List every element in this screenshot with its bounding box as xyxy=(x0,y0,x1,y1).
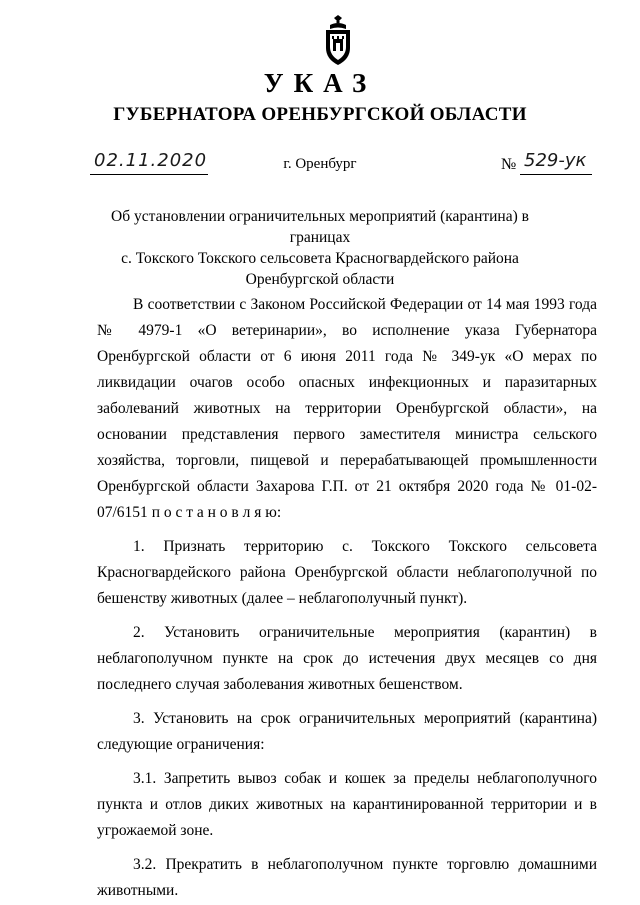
clause-2: 2. Установить ограничительные мероприятия (карантин) в неблагополучном пункте на срок до истечения двух месяцев со дня последнего случая заболевания животных бешенством. xyxy=(97,624,597,693)
preamble-paragraph xyxy=(97,292,597,526)
date-underline xyxy=(90,174,208,175)
document-issuer: ГУБЕРНАТОРА ОРЕНБУРГСКОЙ ОБЛАСТИ xyxy=(113,104,527,125)
decree-verb: п о с т а н о в л я ю: xyxy=(151,504,282,521)
decree-body xyxy=(97,292,597,904)
decree-date: 02.11.2020 xyxy=(94,150,208,171)
number-underline xyxy=(520,174,592,175)
decree-number: 529-ук xyxy=(524,150,587,171)
subject-line-1: Об установлении ограничительных мероприятий (карантина) в границах xyxy=(111,208,529,246)
clause-3: 3. Установить на срок ограничительных мероприятий (карантина) следующие ограничения: xyxy=(97,710,597,753)
clause-1: 1. Признать территорию с. Токского Токского сельсовета Красногвардейского района Оренбургской области неблагополучной по бешенству животных (далее – неблагополучный пункт). xyxy=(97,538,597,607)
clause-3-2: 3.2. Прекратить в неблагополучном пункте торговлю домашними животными. xyxy=(97,856,597,899)
coat-of-arms-emblem xyxy=(324,14,352,66)
decree-city: г. Оренбург xyxy=(283,156,357,172)
document-meta-row xyxy=(0,150,640,180)
decree-subject xyxy=(80,206,560,290)
number-sign: № xyxy=(501,156,517,173)
clause-3-1: 3.1. Запретить вывоз собак и кошек за пределы неблагополучного пункта и отлов диких животных на карантинированной территории и в угрожаемой зоне. xyxy=(97,770,597,839)
subject-line-2: с. Токского Токского сельсовета Красногвардейского района xyxy=(121,250,519,267)
subject-line-3: Оренбургской области xyxy=(245,271,395,288)
preamble-text: В соответствии с Законом Российской Федерации от 14 мая 1993 года № 4979-1 «О ветеринарии», во исполнение указа Губернатора Оренбургской области от 6 июня 2011 года № 349-ук «О мерах по ликвидации очагов особо опасных инфекционных и паразитарных заболеваний животных на территории Оренбургской области», на основании представления первого заместителя министра сельского хозяйства, торговли, пищевой и перерабатывающей промышленности Оренбургской области Захарова Г.П. от 21 октября 2020 года № 01-02-07/6151 xyxy=(97,296,597,521)
document-title: УКАЗ xyxy=(263,68,377,98)
